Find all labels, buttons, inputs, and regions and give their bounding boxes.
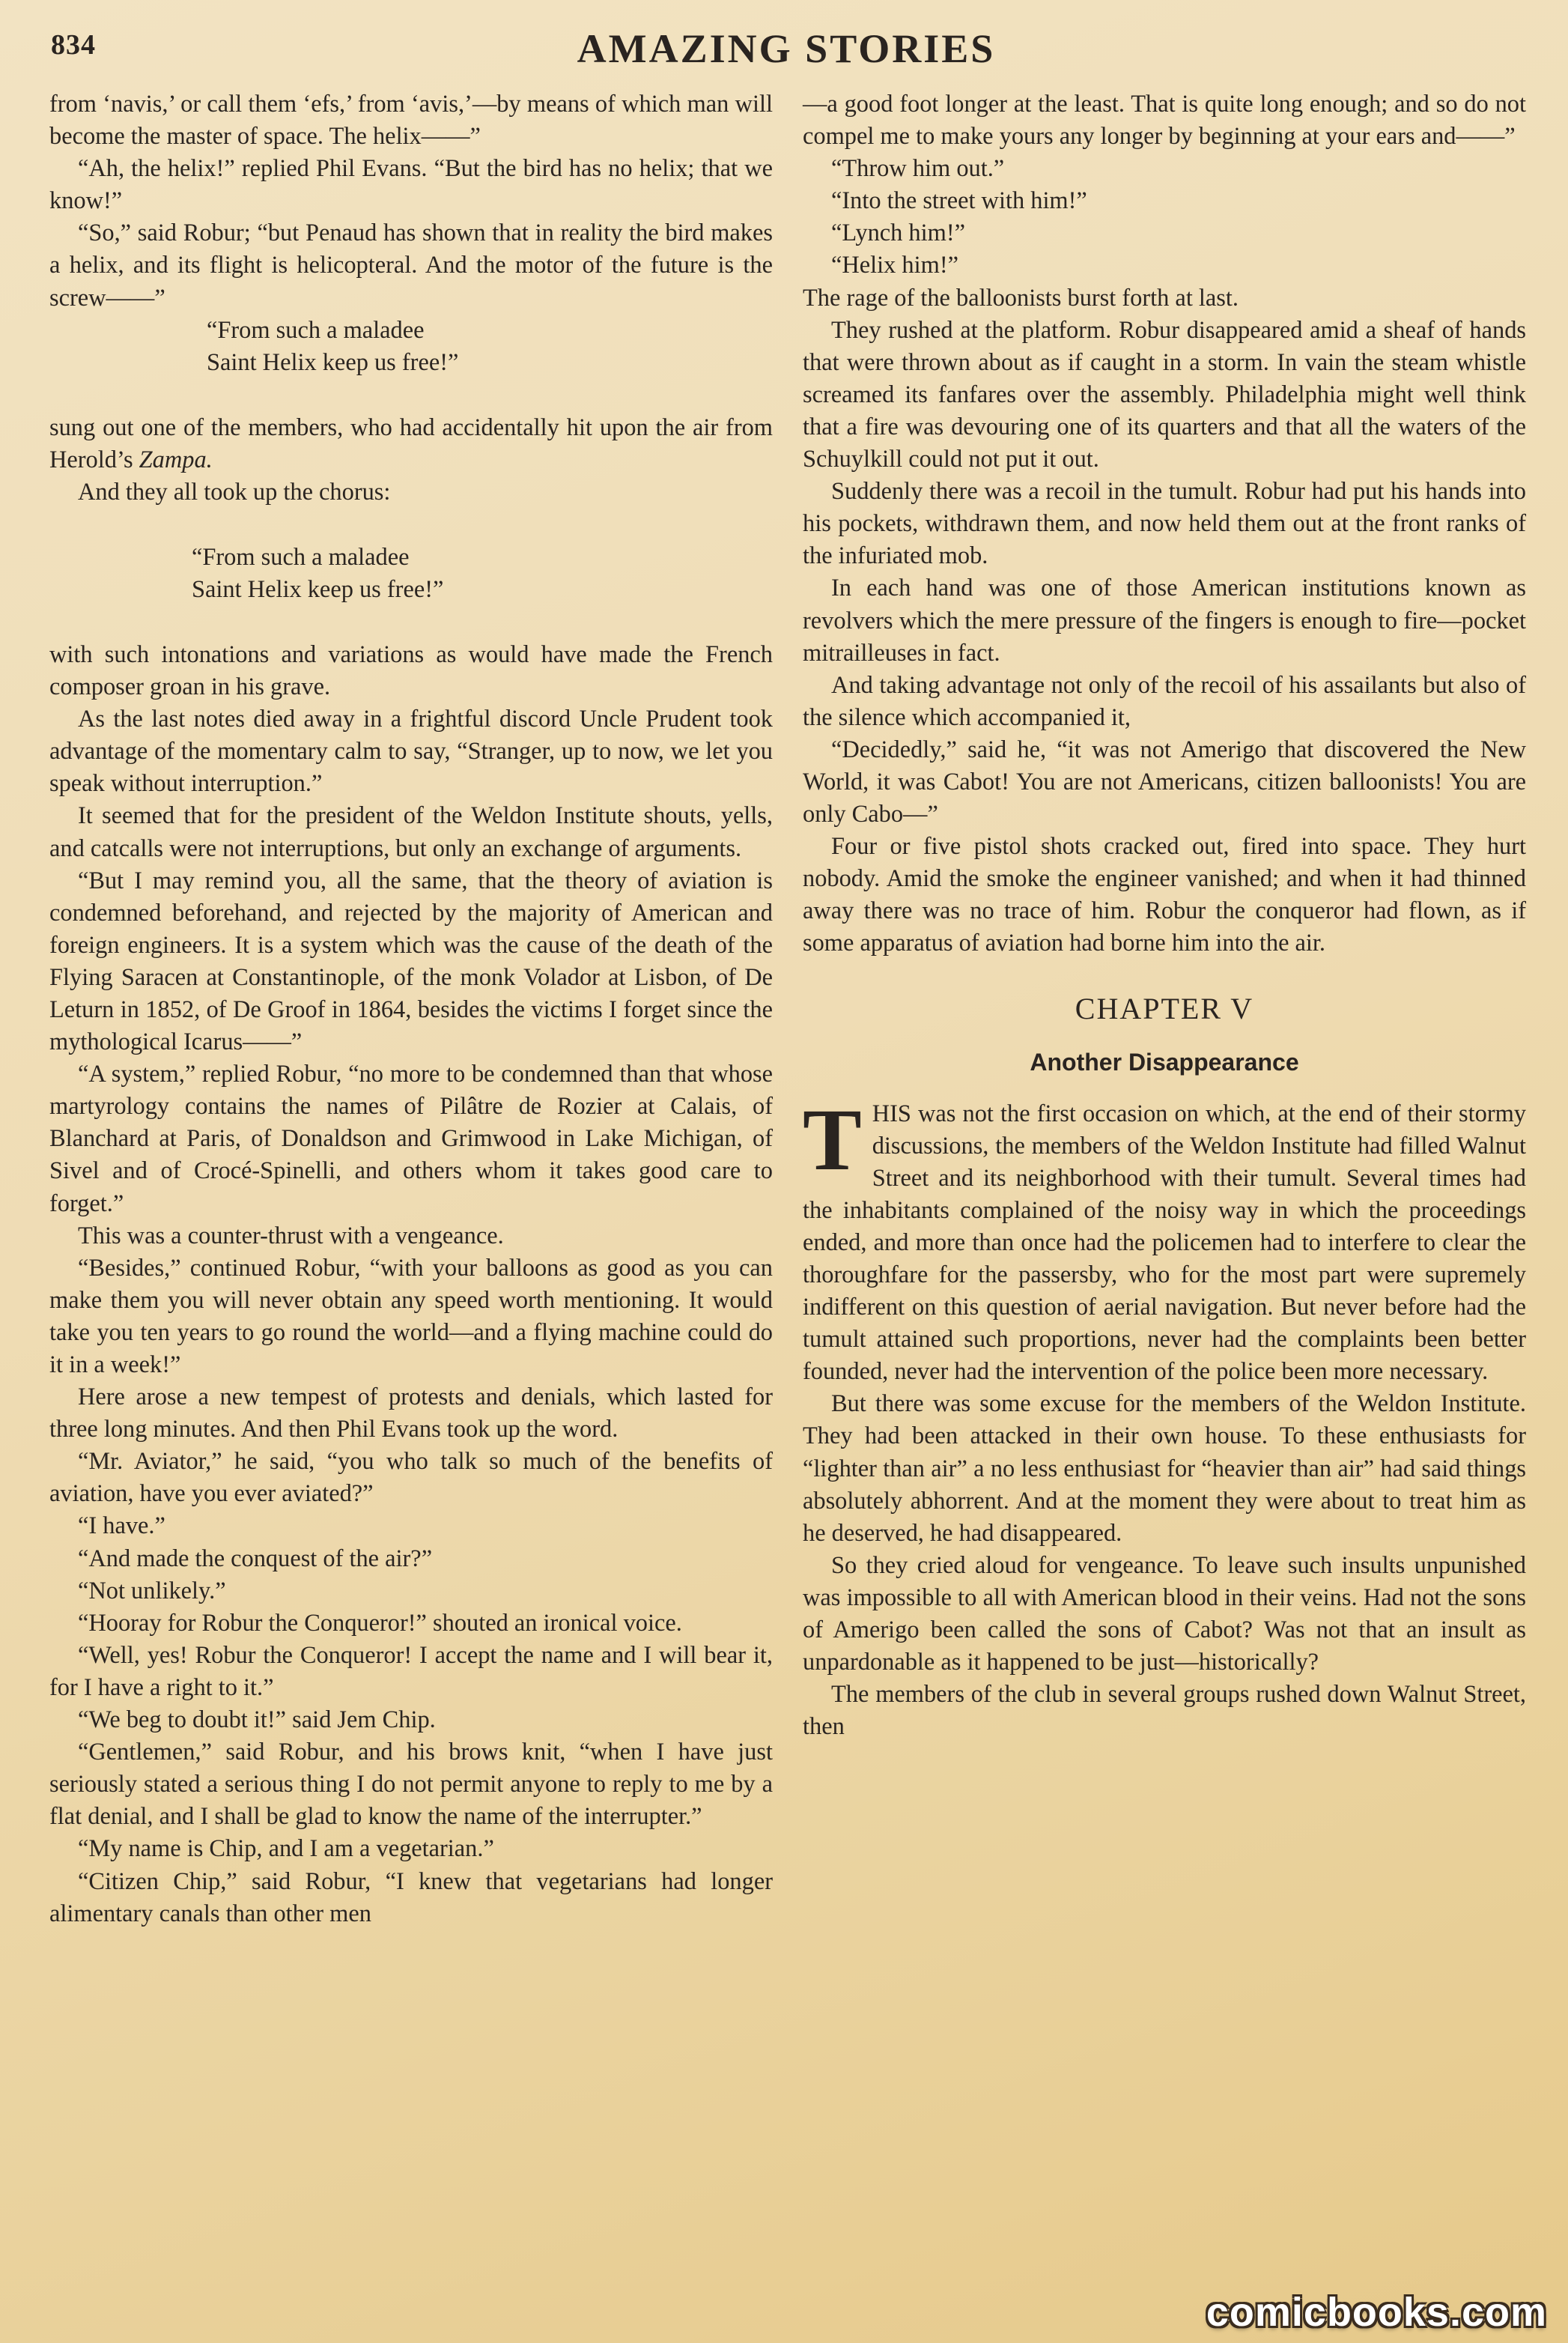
page-number: 834	[51, 29, 96, 61]
verse-line: “From such a maladee	[207, 316, 425, 344]
paragraph: But there was some excuse for the members of the Weldon Institute. They had been attacked in their own house. To these enthusiasts for “lighter than air” a no less enthusiast for “heavier than air” had said things absolutely abhorrent. And at the moment they were about to treat him as he deserved, he had disappeared.	[803, 1390, 1526, 1547]
paragraph: “Well, yes! Robur the Conqueror! I accept the name and I will bear it, for I have a right to it.”	[49, 1641, 773, 1701]
watermark: comicbooks.com	[1206, 2290, 1547, 2335]
paragraph: As the last notes died away in a frightful discord Uncle Prudent took advantage of the momentary calm to say, “Stranger, up to now, we let you speak without interruption.”	[49, 706, 773, 798]
paragraph: from ‘navis,’ or call them ‘efs,’ from ‘avis,’—by means of which man will become the master of space. The helix——”	[49, 91, 773, 151]
drop-cap: T	[803, 1090, 862, 1189]
paragraph-text: sung out one of the members, who had accidentally hit upon the air from Herold’s	[49, 413, 773, 473]
paragraph: “A system,” replied Robur, “no more to be condemned than that whose martyrology contains the names of Pilâtre de Rozier at Calais, of Blanchard at Paris, of Donaldson and Grimwood in Lake Michigan, of Sivel and of Crocé-Spinelli, and others whom it takes good care to forget.”	[49, 1061, 773, 1217]
verse-line: “From such a maladee	[192, 543, 410, 571]
paragraph-text: HIS was not the first occasion on which, at the end of their stormy discussions, the members of the Weldon Institute had filled Walnut Street and its neighborhood with their tumult. Several times had the inhabitants complained of the noisy way in which the proceedings ended, and more than once had the policemen had to interfere to clear the thoroughfare for the passersby, who for the most part were supremely indifferent on this question of aerial navigation. But never before had the tumult attained such proportions, never had the complaints been better founded, never had the intervention of the police been more necessary.	[803, 1100, 1526, 1386]
paragraph: “Hooray for Robur the Conqueror!” shouted an ironical voice.	[78, 1609, 682, 1637]
chapter-heading: CHAPTER V	[1075, 991, 1254, 1025]
paragraph: “But I may remind you, all the same, that the theory of aviation is condemned beforehand, and rejected by the majority of American and foreign engineers. It is a system which was the cause of the death of the Flying Saracen at Constantinople, of the monk Volador at Lisbon, of De Leturn in 1852, of De Groof in 1864, besides the victims I forget since the mythological Icarus——”	[49, 867, 773, 1056]
paragraph: “Decidedly,” said he, “it was not Amerigo that discovered the New World, it was Cabot! You are not Americans, citizen balloonists! You are only Cabo—”	[803, 736, 1526, 828]
paragraph: “Lynch him!”	[831, 219, 965, 247]
paragraph: “Throw him out.”	[831, 155, 1005, 183]
paragraph: “Into the street with him!”	[831, 187, 1087, 215]
paragraph: “Besides,” continued Robur, “with your balloons as good as you can make them you will never obtain any speed worth mentioning. It would take you ten years to go round the world—and a flying machine could do it in a week!”	[49, 1254, 773, 1378]
paragraph: So they cried aloud for vengeance. To leave such insults unpunished was impossible to all with American blood in their veins. Had not the sons of Amerigo been called the sons of Cabot? Was not that an insult as unpardonable as it happened to be just—historically?	[803, 1551, 1526, 1676]
paragraph: Here arose a new tempest of protests and denials, which lasted for three long minutes. And then Phil Evans took up the word.	[49, 1383, 773, 1443]
verse	[49, 315, 773, 379]
paragraph: “Helix him!”	[831, 252, 958, 279]
paragraph: The members of the club in several groups rushed down Walnut Street, then	[803, 1681, 1526, 1741]
italic-title: Zampa.	[139, 446, 213, 473]
paragraph: with such intonations and variations as would have made the French composer groan in his grave.	[49, 640, 773, 701]
chapter-subtitle: Another Disappearance	[1030, 1048, 1299, 1076]
paragraph: In each hand was one of those American institutions known as revolvers which the mere pressure of the fingers is enough to fire—pocket mitrailleuses in fact.	[803, 575, 1526, 667]
paragraph: “Mr. Aviator,” he said, “you who talk so much of the benefits of aviation, have you ever aviated?”	[49, 1448, 773, 1508]
paragraph: And taking advantage not only of the recoil of his assailants but also of the silence which accompanied it,	[803, 671, 1526, 731]
paragraph: “Ah, the helix!” replied Phil Evans. “But the bird has no helix; that we know!”	[49, 155, 773, 215]
verse	[49, 542, 773, 606]
magazine-title: AMAZING STORIES	[577, 26, 996, 71]
paragraph: And they all took up the chorus:	[78, 478, 391, 506]
paragraph: “Not unlikely.”	[78, 1577, 226, 1604]
left-column	[49, 88, 773, 1930]
paragraph: “My name is Chip, and I am a vegetarian.”	[78, 1835, 494, 1863]
paragraph: Suddenly there was a recoil in the tumult. Robur had put his hands into his pockets, withdrawn them, and now held them out at the front ranks of the infuriated mob.	[803, 478, 1526, 570]
paragraph: “I have.”	[78, 1512, 165, 1540]
paragraph: The rage of the balloonists burst forth at last.	[803, 284, 1239, 312]
paragraph: —a good foot longer at the least. That is quite long enough; and so do not compel me to make yours any longer by beginning at your ears and——”	[803, 91, 1526, 151]
paragraph: “And made the conquest of the air?”	[78, 1545, 433, 1572]
right-column	[803, 88, 1526, 1743]
verse-line: Saint Helix keep us free!”	[192, 575, 444, 603]
paragraph: It seemed that for the president of the Weldon Institute shouts, yells, and catcalls were not interruptions, but only an exchange of arguments.	[49, 802, 773, 862]
paragraph	[49, 412, 773, 476]
page-header	[45, 21, 1528, 73]
paragraph: “Citizen Chip,” said Robur, “I knew that vegetarians had longer alimentary canals than other men	[49, 1867, 773, 1927]
paragraph: They rushed at the platform. Robur disappeared amid a sheaf of hands that were thrown about as if caught in a storm. In vain the steam whistle screamed its fanfares over the assembly. Philadelphia might well think that a fire was devouring one of its quarters and that all the waters of the Schuylkill could not put it out.	[803, 316, 1526, 473]
paragraph: Four or five pistol shots cracked out, fired into space. They hurt nobody. Amid the smoke the engineer vanished; and when it had thinned away there was no trace of him. Robur the conqueror had flown, as if some apparatus of aviation had borne him into the air.	[803, 833, 1526, 957]
paragraph: “Gentlemen,” said Robur, and his brows knit, “when I have just seriously stated a serious thing I do not permit anyone to reply to me by a flat denial, and I shall be glad to know the name of the interrupter.”	[49, 1739, 773, 1831]
verse-line: Saint Helix keep us free!”	[207, 348, 459, 376]
paragraph	[803, 1090, 1526, 1389]
paragraph: “So,” said Robur; “but Penaud has shown that in reality the bird makes a helix, and its flight is helicopteral. And the motor of the future is the screw——”	[49, 219, 773, 312]
paragraph: This was a counter-thrust with a vengeance.	[78, 1222, 504, 1249]
paragraph: “We beg to doubt it!” said Jem Chip.	[78, 1706, 436, 1734]
